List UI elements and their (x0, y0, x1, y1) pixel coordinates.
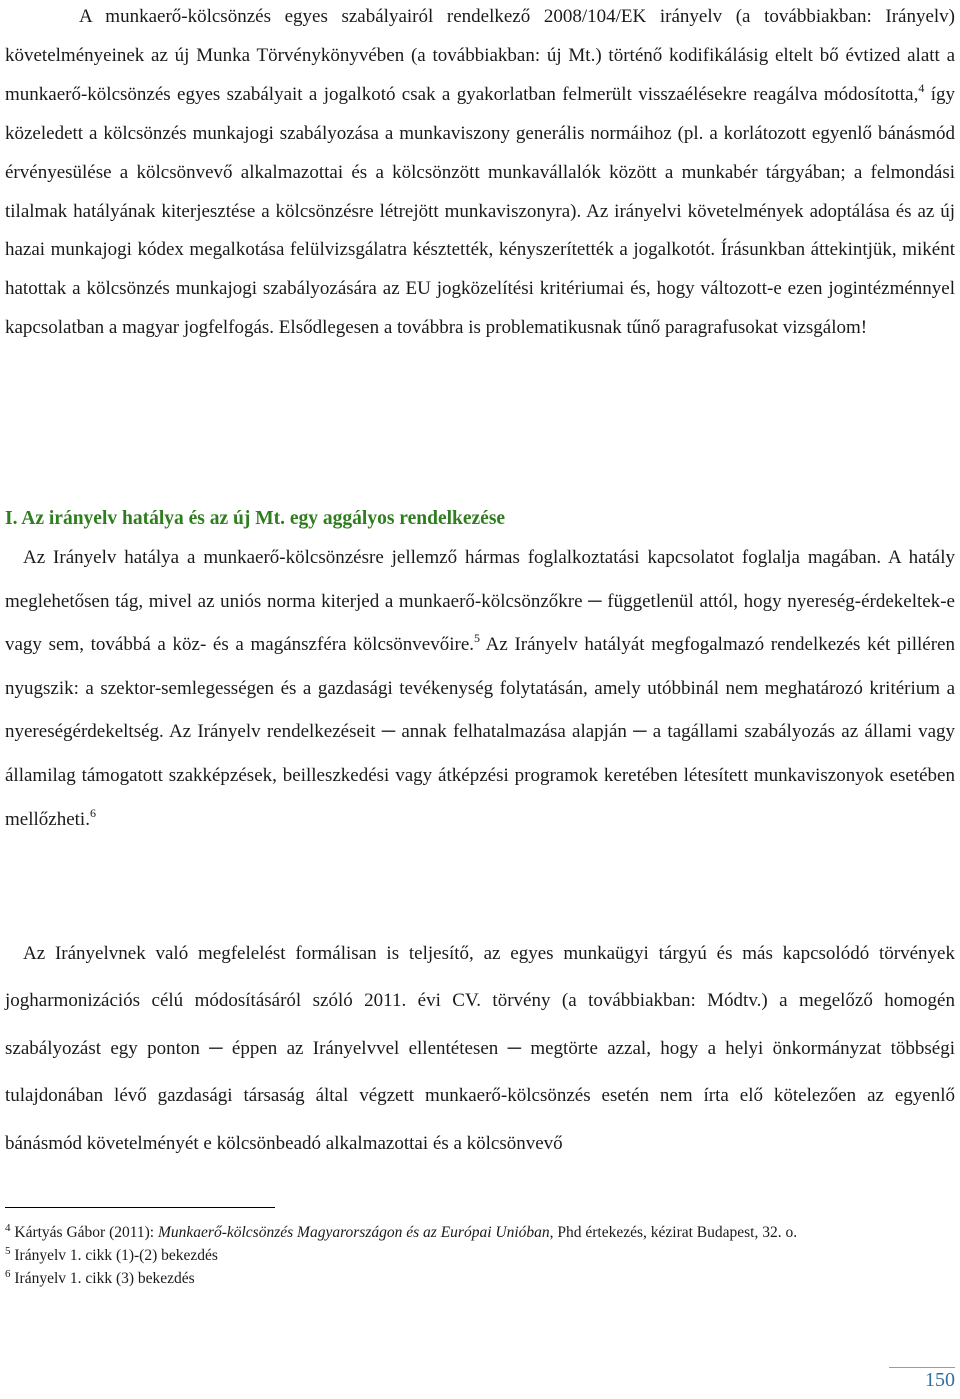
footnote-number: 6 (5, 1268, 11, 1280)
footnote-number: 4 (5, 1222, 11, 1234)
footnotes (5, 1221, 955, 1290)
footnote-5 (5, 1244, 955, 1267)
footnote-ref-5[interactable]: 5 (474, 631, 481, 646)
footnote-4 (5, 1221, 955, 1244)
footnote-text: Irányelv 1. cikk (1)-(2) bekezdés (10, 1247, 218, 1264)
footnote-ref-4[interactable]: 4 (918, 80, 925, 95)
footnote-separator (5, 1207, 275, 1208)
footnote-text-after: , Phd értekezés, kézirat Budapest, 32. o. (549, 1224, 798, 1241)
footnote-text: Irányelv 1. cikk (3) bekezdés (10, 1270, 195, 1287)
page-number: 150 (925, 1369, 955, 1391)
footnote-ref-6[interactable]: 6 (89, 805, 96, 820)
section-heading: I. Az irányelv hatálya és az új Mt. egy aggályos rendelkezése (5, 508, 506, 529)
paragraph-intro-text-continued: így közeledett a kölcsönzés munkajogi szabályozása a munkaviszony generális normáihoz (pl. a korlátozott egyenlő bánásmód érvényesülése a kölcsönvevő alkalmazottai és a kölcsönzött munkavállalók között a munkabér tárgyában; a felmondási tilalmak hatályának kiterjesztése a kölcsönzésre létrejött munkaviszonyra). Az irányelvi követelmények adoptálása és az új hazai munkajogi kódex megalkotása felülvizsgálatra késztették, kényszerítették a jogalkotót. Írásunkban áttekintjük, miként hatottak a kölcsönzés munkajogi szabályozására az EU jogközelítési kritériumai és, hogy változott-e ezen jogintézménnyel kapcsolatban a magyar jogfelfogás. Elsődlegesen a továbbra is problematikusnak tűnő paragrafusokat vizsgálom! (5, 83, 955, 339)
footnote-6 (5, 1267, 955, 1290)
paragraph-scope (5, 536, 955, 841)
paragraph-intro (5, 0, 955, 348)
footnote-number: 5 (5, 1245, 11, 1257)
paragraph-intro-text: A munkaerő-kölcsönzés egyes szabályairól rendelkező 2008/104/EK irányelv (a továbbiakban: Irányelv) követelményeinek az új Munka Törvénykönyvében (a továbbiakban: új Mt.) történő kodifikálásig eltelt bő évtized alatt a munkaerő-kölcsönzés egyes szabályait a jogalkotó csak a gyakorlatban felmerült visszaélésekre reagálva módosította, (5, 6, 955, 105)
paragraph-scope-text: Az Irányelv hatálya a munkaerő-kölcsönzésre jellemző hármas foglalkoztatási kapcsolatot foglalja magában. A hatály meglehetősen tág, mivel az uniós norma kiterjed a munkaerő-kölcsönzőkre ─ függetlenül attól, hogy nyereség-érdekeltek-e vagy sem, továbbá a köz- és a magánszféra kölcsönvevőire. (5, 547, 955, 656)
paragraph-modtv (5, 930, 955, 1167)
paragraph-scope-text-continued: Az Irányelv hatályát megfogalmazó rendelkezés két pilléren nyugszik: a szektor-semlegességen és a gazdasági tevékenység folytatásán, amely utóbbinál nem meghatározó kritérium a nyereségérdekeltség. Az Irányelv rendelkezéseit ─ annak felhatalmazása alapján ─ a tagállami szabályozás az állami vagy államilag támogatott szakképzések, beilleszkedési vagy átképzési programok keretében létesített munkaviszonyok esetében mellőzheti. (5, 634, 955, 830)
footnote-text: Kártyás Gábor (2011): (10, 1224, 158, 1241)
footnote-title: Munkaerő-kölcsönzés Magyarországon és az Európai Unióban (158, 1224, 550, 1241)
page-number-rule (889, 1367, 955, 1368)
paragraph-modtv-text: Az Irányelvnek való megfelelést formálisan is teljesítő, az egyes munkaügyi tárgyú és más kapcsolódó törvények jogharmonizációs célú módosításáról szóló 2011. évi CV. törvény (a továbbiakban: Módtv.) a megelőző homogén szabályozást egy ponton ─ éppen az Irányelvvel ellentétesen ─ megtörte azzal, hogy a helyi önkormányzat többségi tulajdonában lévő gazdasági társaság által végzett munkaerő-kölcsönzés esetén nem írta elő kötelezően az egyenlő bánásmód követelményét e kölcsönbeadó alkalmazottai és a kölcsönvevő (5, 943, 955, 1154)
